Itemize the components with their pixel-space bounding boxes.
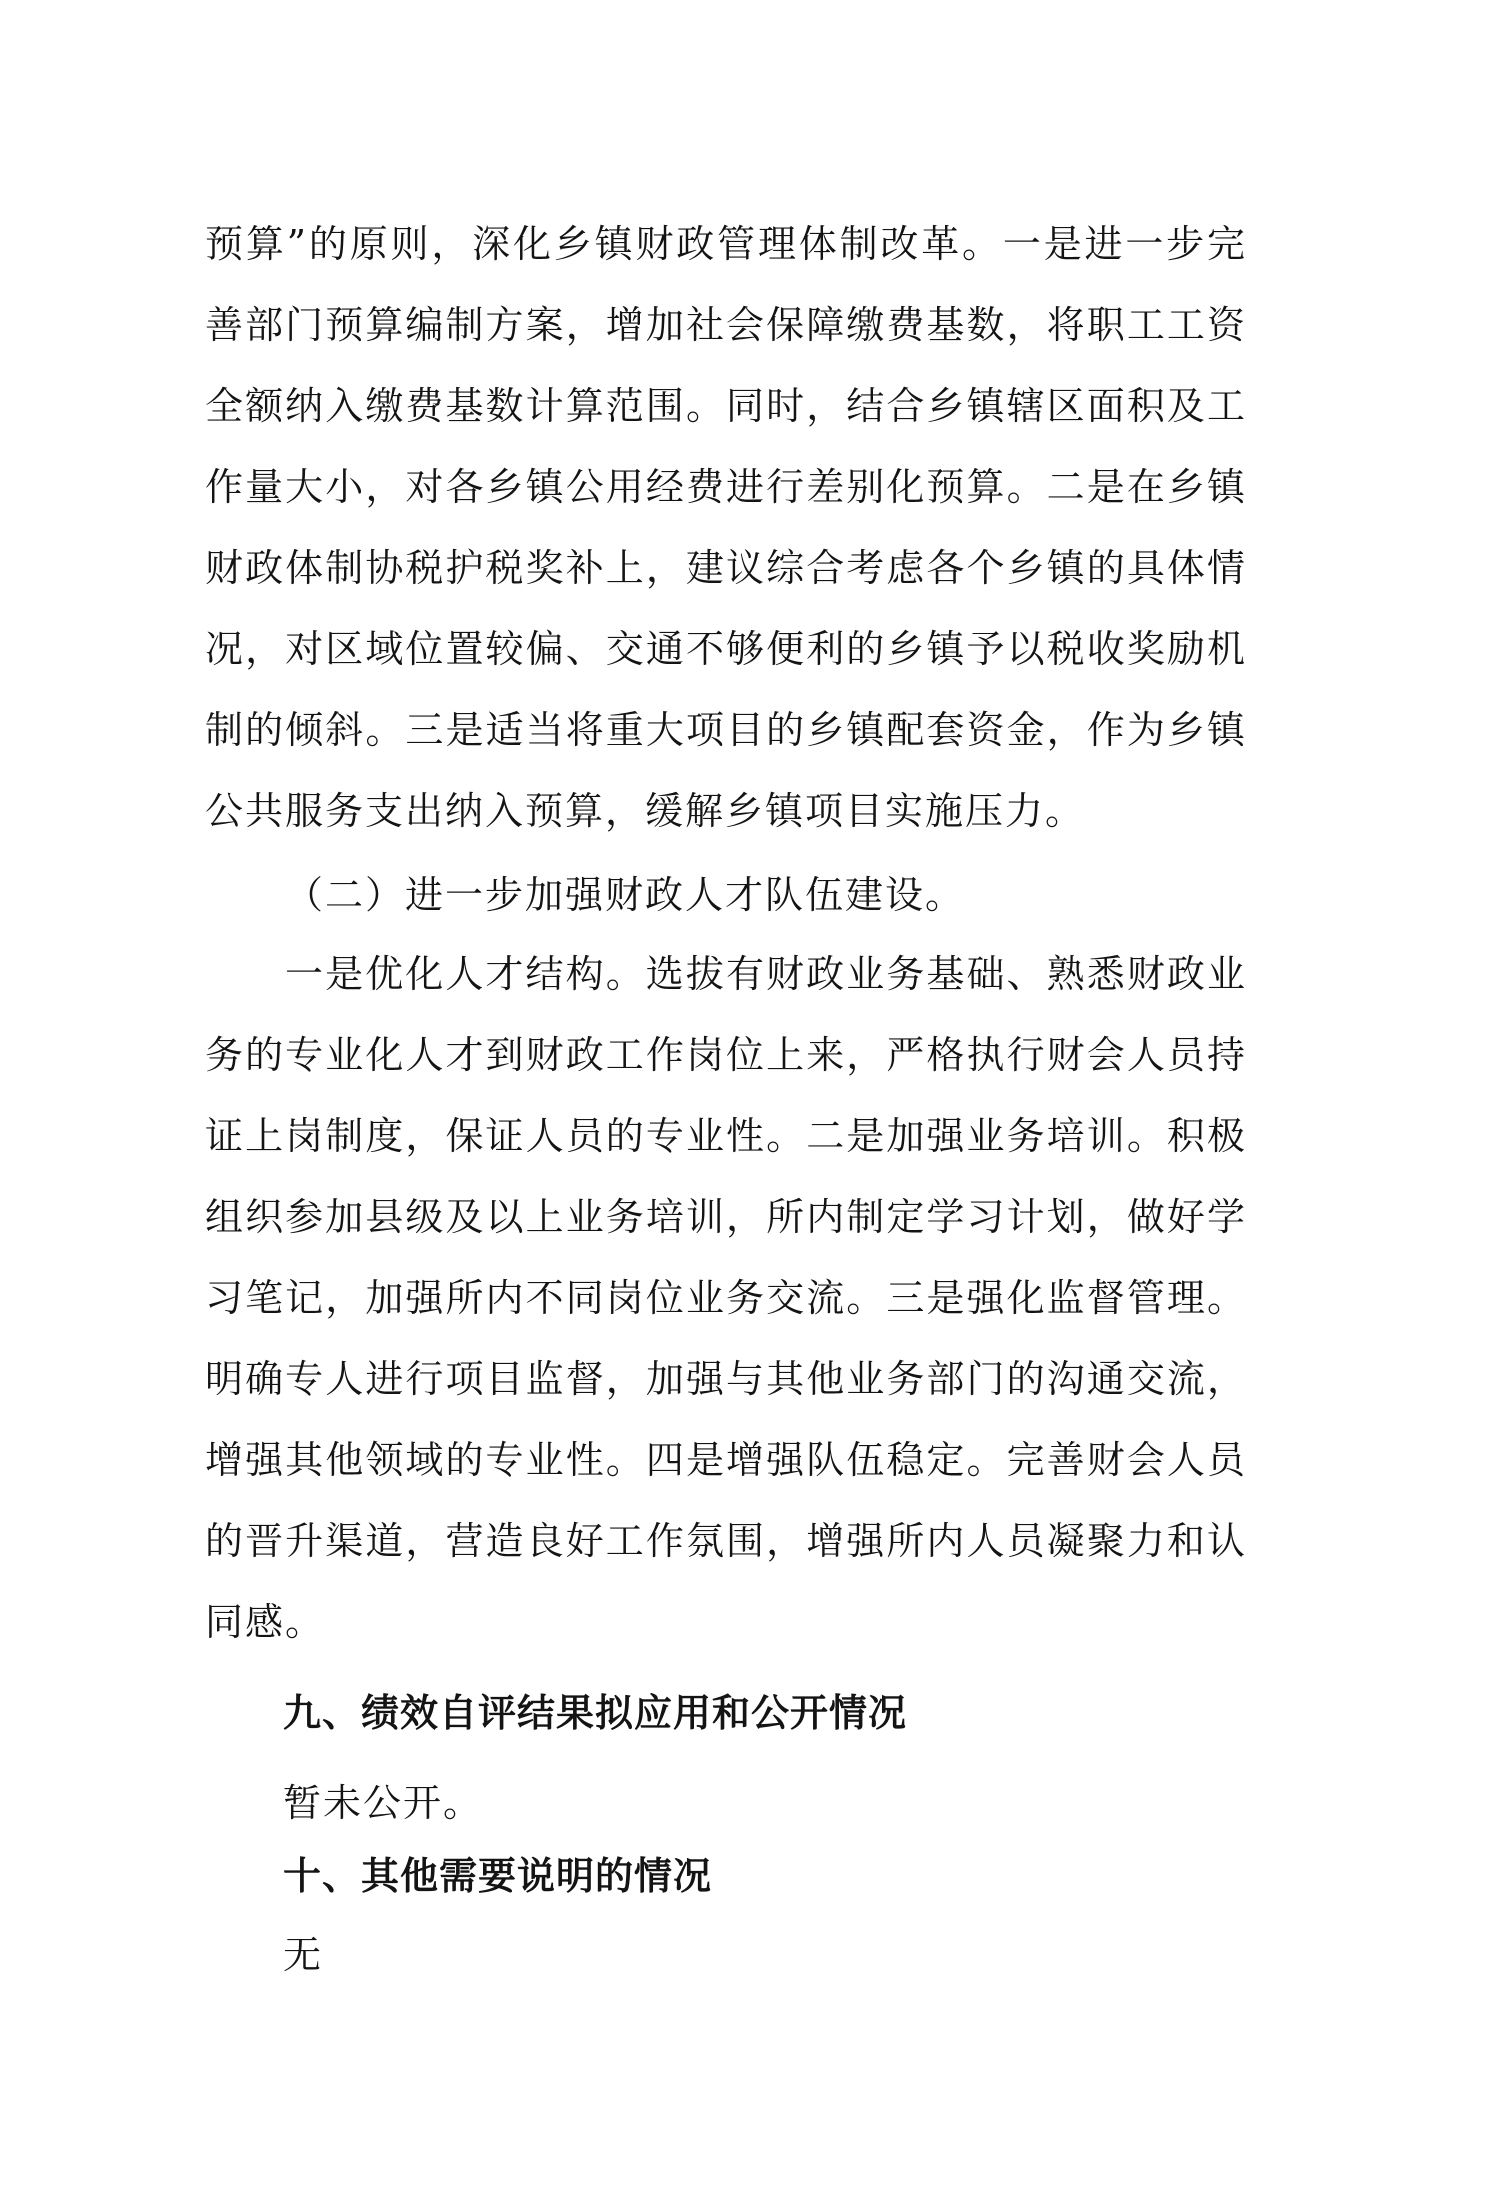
paragraph-line: 一是优化人才结构。选拔有财政业务基础、熟悉财政业: [285, 952, 1245, 996]
paragraph-line: 同感。: [205, 1600, 326, 1644]
paragraph-line: 公共服务支出纳入预算，缓解乡镇项目实施压力。: [205, 789, 1086, 833]
paragraph-line: 财政体制协税护税奖补上，建议综合考虑各个乡镇的具体情: [205, 546, 1245, 590]
section-heading-10: 十、其他需要说明的情况: [283, 1854, 713, 1898]
subheading: （二）进一步加强财政人才队伍建设。: [285, 873, 966, 917]
paragraph-line: 预算”的原则，深化乡镇财政管理体制改革。一是进一步完: [205, 222, 1245, 266]
paragraph-line: 增强其他领域的专业性。四是增强队伍稳定。完善财会人员: [205, 1438, 1245, 1482]
paragraph-line: 证上岗制度，保证人员的专业性。二是加强业务培训。积极: [205, 1114, 1245, 1158]
paragraph-line: 组织参加县级及以上业务培训，所内制定学习计划，做好学: [205, 1195, 1245, 1239]
paragraph-line: 的晋升渠道，营造良好工作氛围，增强所内人员凝聚力和认: [205, 1519, 1245, 1563]
section-text-10: 无: [283, 1933, 324, 1977]
paragraph-line: 务的专业化人才到财政工作岗位上来，严格执行财会人员持: [205, 1033, 1245, 1077]
paragraph-line: 习笔记，加强所内不同岗位业务交流。三是强化监督管理。: [205, 1276, 1245, 1320]
section-heading-9: 九、绩效自评结果拟应用和公开情况: [283, 1691, 908, 1735]
paragraph-line: 明确专人进行项目监督，加强与其他业务部门的沟通交流，: [205, 1357, 1245, 1401]
paragraph-line: 作量大小，对各乡镇公用经费进行差别化预算。二是在乡镇: [205, 465, 1245, 509]
paragraph-line: 制的倾斜。三是适当将重大项目的乡镇配套资金，作为乡镇: [205, 708, 1245, 752]
section-text-9: 暂未公开。: [283, 1781, 484, 1825]
paragraph-line: 善部门预算编制方案，增加社会保障缴费基数，将职工工资: [205, 303, 1245, 347]
paragraph-line: 况，对区域位置较偏、交通不够便利的乡镇予以税收奖励机: [205, 627, 1245, 671]
paragraph-line: 全额纳入缴费基数计算范围。同时，结合乡镇辖区面积及工: [205, 384, 1245, 428]
